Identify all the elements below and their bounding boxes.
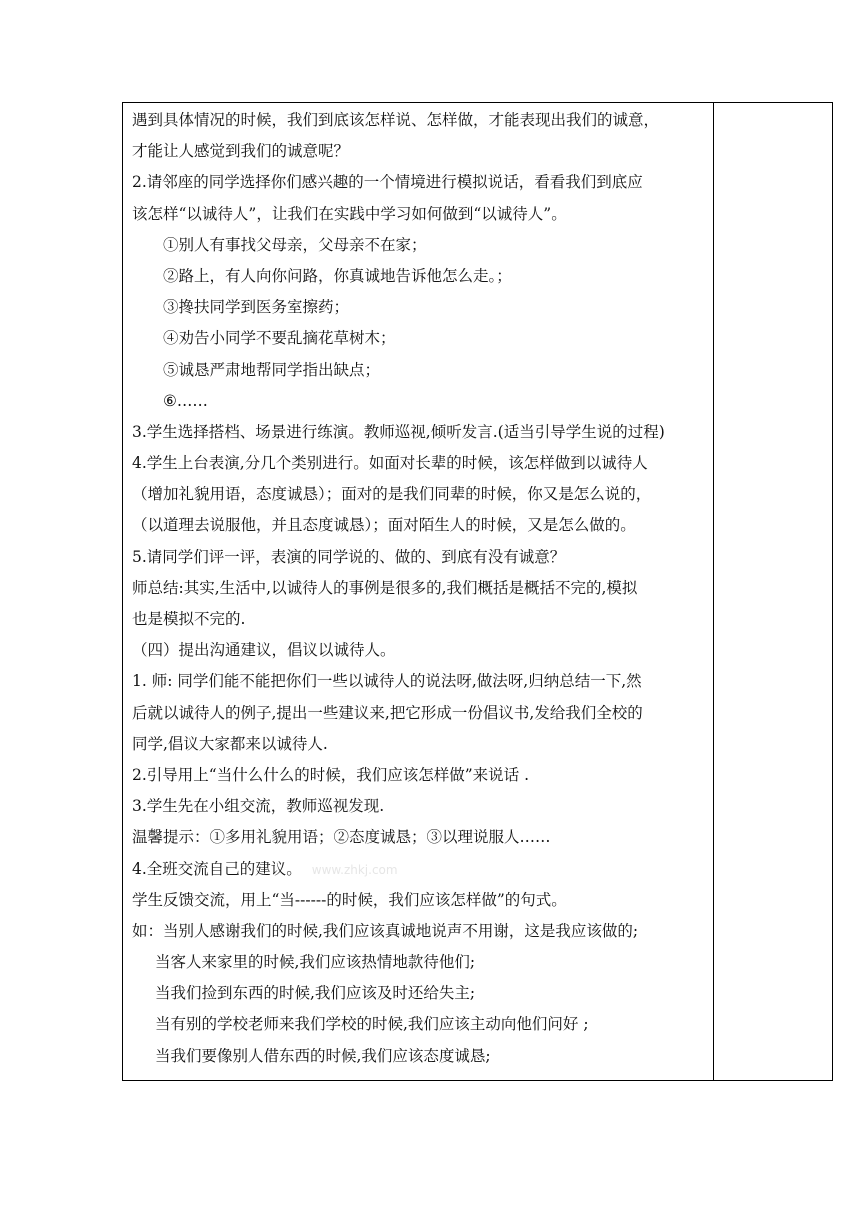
text-line: 3.学生先在小组交流，教师巡视发现. — [132, 797, 385, 816]
text-line: （以道理去说服他，并且态度诚恳）；面对陌生人的时候，又是怎么做的。 — [132, 516, 636, 535]
example-line: 如：当别人感谢我们的时候,我们应该真诚地说声不用谢，这是我应该做的; — [132, 921, 639, 940]
text-line: 后就以诚待人的例子,提出一些建议来,把它形成一份倡议书,发给我们全校的 — [132, 703, 643, 722]
text-line: 同学,倡议大家都来以诚待人. — [132, 734, 328, 753]
scenario-item: ①别人有事找父母亲，父母亲不在家； — [163, 235, 427, 254]
text-line-content: 4.全班交流自己的建议。 — [132, 859, 302, 878]
scenario-item: ⑤诚恳严肃地帮同学指出缺点； — [163, 360, 381, 379]
scenario-item: ③搀扶同学到医务室擦药； — [163, 298, 350, 317]
example-line: 当有别的学校老师来我们学校的时候,我们应该主动向他们问好 ; — [155, 1015, 589, 1034]
example-line: 当我们要像别人借东西的时候,我们应该态度诚恳; — [155, 1046, 491, 1065]
scenario-item: ②路上，有人向你问路，你真诚地告诉他怎么走。； — [163, 266, 512, 285]
text-line: 2.请邻座的同学选择你们感兴趣的一个情境进行模拟说话，看看我们到底应 — [132, 173, 643, 192]
section-heading: （四）提出沟通建议，倡议以诚待人。 — [132, 641, 396, 660]
scenario-item: ⑥…… — [163, 391, 208, 410]
text-line: 遇到具体情况的时候，我们到底该怎样说、怎样做，才能表现出我们的诚意， — [132, 111, 660, 129]
text-line: 3.学生选择搭档、场景进行练演。教师巡视,倾听发言.(适当引导学生说的过程) — [132, 422, 665, 441]
text-line: 1. 师: 同学们能不能把你们一些以诚待人的说法呀,做法呀,归纳总结一下,然 — [132, 672, 642, 691]
text-line: 该怎样“以诚待人”，让我们在实践中学习如何做到“以诚待人”。 — [132, 204, 567, 223]
text-line: （增加礼貌用语，态度诚恳）；面对的是我们同辈的时候，你又是怎么说的， — [132, 485, 652, 504]
example-line: 当客人来家里的时候,我们应该热情地款待他们; — [155, 953, 476, 972]
text-line — [132, 854, 709, 885]
lesson-table — [122, 102, 833, 1081]
example-line: 当我们捡到东西的时候,我们应该及时还给失主; — [155, 984, 476, 1003]
notes-cell — [714, 103, 832, 1080]
text-line: 5.请同学们评一评，表演的同学说的、做的、到底有没有诚意？ — [132, 547, 566, 566]
text-line: 才能让人感觉到我们的诚意呢？ — [132, 142, 350, 161]
lesson-content-cell — [123, 103, 713, 1080]
text-line: 师总结:其实,生活中,以诚待人的事例是很多的,我们概括是概括不完的,模拟 — [132, 578, 638, 597]
tip-line: 温馨提示：①多用礼貌用语；②态度诚恳；③以理说服人…… — [132, 828, 551, 847]
scenario-item: ④劝告小同学不要乱摘花草树木； — [163, 329, 396, 348]
text-line: 学生反馈交流，用上“当------的时候，我们应该怎样做”的句式。 — [132, 890, 567, 909]
text-line: 2.引导用上“当什么什么的时候，我们应该怎样做”来说话 . — [132, 765, 529, 784]
text-line: 4.学生上台表演,分几个类别进行。如面对长辈的时候，该怎样做到以诚待人 — [132, 454, 648, 473]
watermark: www.zhkj.com — [311, 862, 398, 877]
text-line: 也是模拟不完的. — [132, 610, 246, 628]
